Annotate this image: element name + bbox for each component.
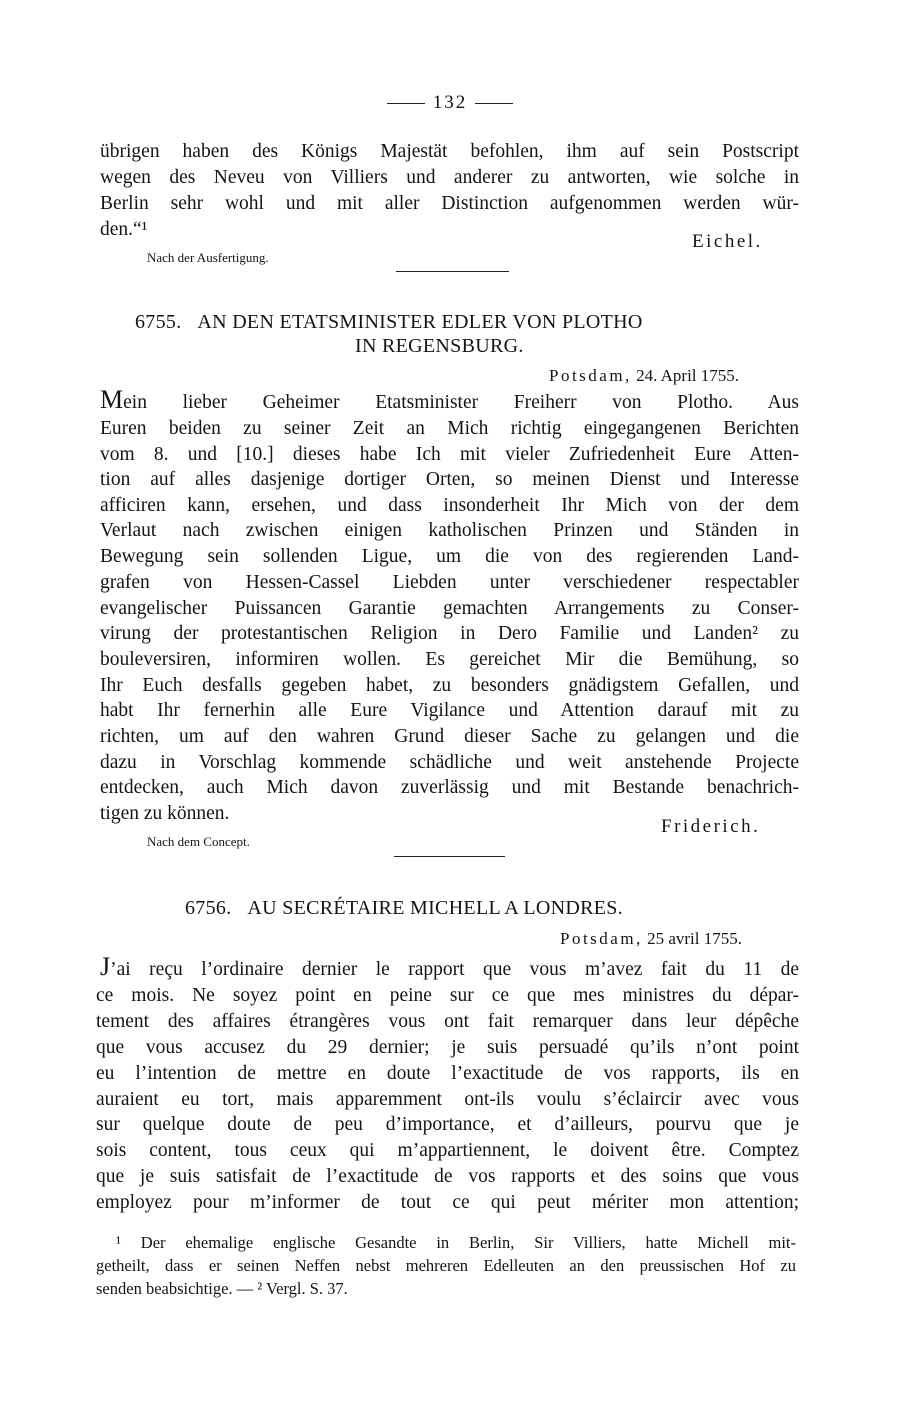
initial-letter: J [100, 952, 111, 981]
letter-number: 6755. [135, 311, 182, 333]
letter-body-line: que vous accusez du 29 dernier; je suis persuadé qu’ils n’ont point [96, 1037, 799, 1058]
letter-body-line: employez pour m’informer de tout ce qui peut mériter mon attention; [96, 1192, 799, 1213]
letter-body-line [100, 385, 799, 416]
prev-letter-line: Berlin sehr wohl und mit aller Distinction aufgenommen werden wür- [100, 193, 799, 214]
letter-body-line: Ihr Euch desfalls gegeben habet, zu besonders gnädigstem Gefallen, und [100, 675, 799, 696]
date-text: 25 avril 1755. [642, 929, 742, 948]
footnote-line: ¹ Der ehemalige englische Gesandte in Berlin, Sir Villiers, hatte Michell mit- [116, 1233, 796, 1252]
letter-body-line: richten, um auf den wahren Grund dieser Sache zu gelangen und die [100, 726, 799, 747]
letter-body-line: sois content, tous ceux qui m’appartiennent, le doivent être. Comptez [96, 1140, 799, 1161]
letter-heading-line2: IN REGENSBURG. [355, 335, 524, 357]
letter-body-line: tion auf alles dasjenige dortiger Orten, so meinen Dienst und Interesse [100, 469, 799, 490]
letter-body-line: que je suis satisfait de l’exactitude de vos rapports et des soins que vous [96, 1166, 799, 1187]
letter-body-line: grafen von Hessen-Cassel Liebden unter verschiedener respectabler [100, 572, 799, 593]
letter-addressee: AU SECRÉTAIRE MICHELL A LONDRES. [247, 897, 624, 919]
page-number-header [0, 92, 900, 114]
date-place: Potsdam, [549, 366, 632, 385]
letter-date [549, 366, 739, 386]
footnote-line: getheilt, dass er seinen Neffen nebst mehreren Edelleuten an den preussischen Hof zu [96, 1256, 796, 1275]
letter-date [560, 929, 742, 949]
letter-body-line: vom 8. und [10.] dieses habe Ich mit vieler Zufriedenheit Eure Atten- [100, 444, 799, 465]
letter-heading [185, 896, 623, 920]
section-divider [394, 856, 505, 857]
date-place: Potsdam, [560, 929, 643, 948]
letter-heading [135, 310, 643, 334]
letter-body-line: dazu in Vorschlag kommende schädliche und weit anstehende Projecte [100, 752, 799, 773]
letter-body-line: Verlaut nach zwischen einigen katholischen Prinzen und Ständen in [100, 520, 799, 541]
letter-body-line: habt Ihr fernerhin alle Eure Vigilance und Attention darauf mit zu [100, 700, 799, 721]
letter-body-line [100, 952, 799, 983]
letter-number: 6756. [185, 897, 232, 919]
page-number-dash-left [387, 103, 425, 104]
letter-body-line: ce mois. Ne soyez point en peine sur ce que mes ministres du dépar- [96, 985, 799, 1006]
initial-letter: M [100, 385, 124, 414]
page-number: 132 [432, 92, 468, 113]
letter-body-line: evangelischer Puissancen Garantie gemachten Arrangements zu Conser- [100, 598, 799, 619]
source-note: Nach der Ausfertigung. [147, 250, 269, 265]
letter-body-line: Euren beiden zu seiner Zeit an Mich richtig eingegangenen Berichten [100, 418, 799, 439]
letter-body-text: ’ai reçu l’ordinaire dernier le rapport que vous m’avez fait du 11 de [110, 959, 799, 980]
prev-letter-line: übrigen haben des Königs Majestät befohlen, ihm auf sein Postscript [100, 141, 799, 162]
source-note: Nach dem Concept. [147, 834, 250, 849]
signature-friderich: Friderich. [661, 816, 761, 837]
prev-letter-line: den.“¹ [100, 219, 148, 240]
footnote-line: senden beabsichtige. — ² Vergl. S. 37. [96, 1279, 348, 1298]
letter-body-line: tigen zu können. [100, 803, 230, 824]
letter-body-line: eu l’intention de mettre en doute l’exactitude de vos rapports, ils en [96, 1063, 799, 1084]
signature-eichel: Eichel. [692, 231, 763, 252]
letter-body-line: sur quelque doute de peu d’importance, et d’ailleurs, pourvu que je [96, 1114, 799, 1135]
section-divider [396, 271, 509, 272]
letter-body-text: ein lieber Geheimer Etatsminister Freiherr von Plotho. Aus [123, 392, 799, 413]
date-text: 24. April 1755. [631, 366, 740, 385]
letter-body-line: entdecken, auch Mich davon zuverlässig und mit Bestande benachrich- [100, 777, 799, 798]
page-number-dash-right [475, 103, 513, 104]
letter-body-line: bouleversiren, informiren wollen. Es gereichet Mir die Bemühung, so [100, 649, 799, 670]
letter-body-line: Bewegung sein sollenden Ligue, um die von des regierenden Land- [100, 546, 799, 567]
letter-body-line: afficiren kann, ersehen, und dass insonderheit Ihr Mich von der dem [100, 495, 799, 516]
letter-body-line: virung der protestantischen Religion in Dero Familie und Landen² zu [100, 623, 799, 644]
prev-letter-line: wegen des Neveu von Villiers und anderer zu antworten, wie solche in [100, 167, 799, 188]
letter-body-line: auraient eu tort, mais apparemment ont-ils voulu s’éclaircir avec vous [96, 1089, 799, 1110]
letter-addressee: AN DEN ETATSMINISTER EDLER VON PLOTHO [197, 311, 643, 333]
letter-body-line: tement des affaires étrangères vous ont fait remarquer dans leur dépêche [96, 1011, 799, 1032]
